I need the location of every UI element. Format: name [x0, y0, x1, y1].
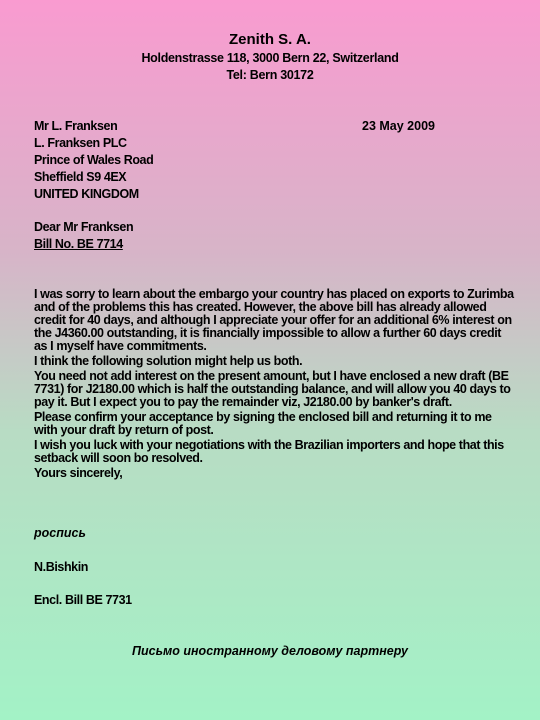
company-telephone: Tel: Bern 30172	[226, 68, 314, 82]
bill-reference: Bill No. BE 7714	[34, 237, 123, 251]
signature: роспись	[34, 526, 86, 540]
paragraph: I was sorry to learn about the embargo your country has placed on exports to Zurimba and of the problems this has created. However, the above bill has already allowed credit for 40 days, and although I appreciate your offer for an additional 6% interest on the J4360.00 outstanding, it is financially impossible to allow a further 60 days credit as I myself have commitments.	[34, 287, 514, 353]
enclosure-note: Encl. Bill BE 7731	[34, 593, 132, 607]
recipient-city: Sheffield S9 4EX	[34, 170, 127, 184]
slide-caption: Письмо иностранному деловому партнеру	[132, 644, 408, 658]
letter-date: 23 May 2009	[362, 119, 435, 133]
salutation: Dear Mr Franksen	[34, 220, 134, 234]
signer-name: N.Bishkin	[34, 560, 89, 574]
company-name: Zenith S. A.	[229, 31, 311, 48]
recipient-company: L. Franksen PLC	[34, 136, 127, 150]
paragraph: I think the following solution might help us both.	[34, 354, 303, 368]
recipient-street: Prince of Wales Road	[34, 153, 154, 167]
recipient-name: Mr L. Franksen	[34, 119, 118, 133]
paragraph: Please confirm your acceptance by signing the enclosed bill and returning it to me with your draft by return of post.	[34, 410, 492, 437]
company-address: Holdenstrasse 118, 3000 Bern 22, Switzerland	[141, 51, 399, 65]
paragraph: You need not add interest on the present amount, but I have enclosed a new draft (BE 7731) for J2180.00 which is half the outstanding balance, and will allow you 40 days to pay it. But I expect you to pay the remainder viz, J2180.00 by banker's draft.	[34, 369, 511, 409]
letter-body	[34, 288, 516, 482]
closing: Yours sincerely,	[34, 466, 123, 480]
recipient-country: UNITED KINGDOM	[34, 187, 139, 201]
paragraph: I wish you luck with your negotiations with the Brazilian importers and hope that this setback will soon bo resolved.	[34, 438, 504, 465]
